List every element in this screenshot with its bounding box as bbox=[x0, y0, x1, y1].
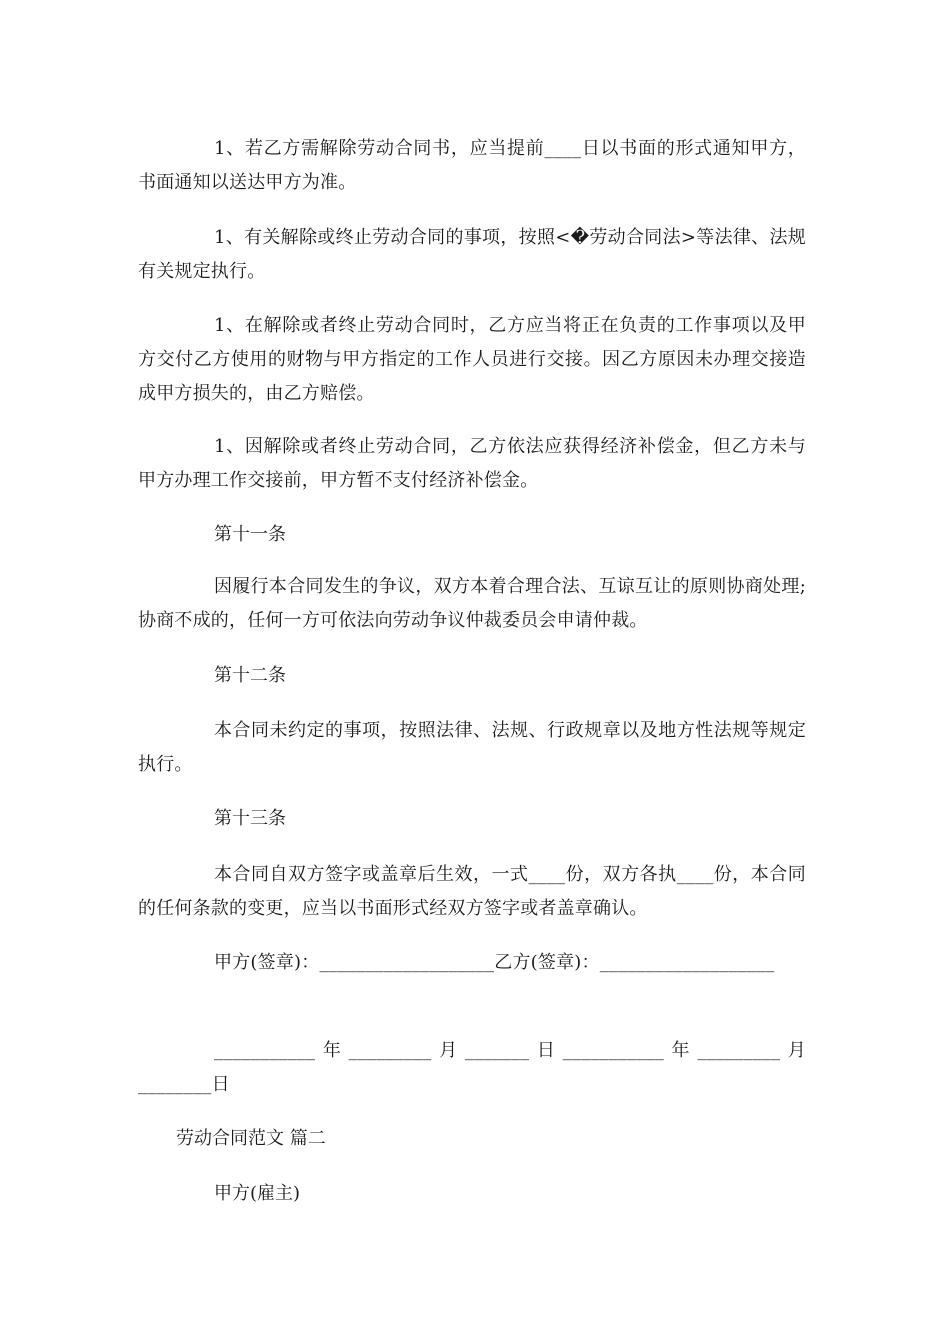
paragraph-handover: 1、在解除或者终止劳动合同时，乙方应当将正在负责的工作事项以及甲方交付乙方使用的财物与甲方指定的工作人员进行交接。因乙方原因未办理交接造成甲方损失的，由乙方赔偿。 bbox=[138, 315, 806, 404]
signature-line: 甲方(签章)：___________________乙方(签章)：___________________ bbox=[214, 952, 775, 973]
party-a-label: 甲方(雇主) bbox=[214, 1183, 301, 1204]
paragraph-notice-termination: 1、若乙方需解除劳动合同书，应当提前____日以书面的形式通知甲方，书面通知以送达甲方为准。 bbox=[138, 138, 806, 193]
article-12-body: 本合同未约定的事项，按照法律、法规、行政规章以及地方性法规等规定执行。 bbox=[138, 720, 806, 775]
paragraph-compensation: 1、因解除或者终止劳动合同，乙方依法应获得经济补偿金，但乙方未与甲方办理工作交接前，甲方暂不支付经济补偿金。 bbox=[138, 436, 806, 491]
date-line: ___________年_________月_______日___________年_________月________日 bbox=[138, 1040, 806, 1095]
article-11-heading: 第十一条 bbox=[214, 524, 286, 545]
paragraph-termination-law: 1、有关解除或终止劳动合同的事项，按照<�劳动合同法>等法律、法规有关规定执行。 bbox=[138, 227, 806, 282]
section-title: 劳动合同范文 篇二 bbox=[176, 1128, 326, 1149]
article-13-heading: 第十三条 bbox=[214, 808, 286, 829]
article-12-heading: 第十二条 bbox=[214, 665, 286, 686]
article-13-body: 本合同自双方签字或盖章后生效，一式____份，双方各执____份，本合同的任何条款的变更，应当以书面形式经双方签字或者盖章确认。 bbox=[138, 864, 806, 919]
article-11-body: 因履行本合同发生的争议，双方本着合理合法、互谅互让的原则协商处理;协商不成的，任何一方可依法向劳动争议仲裁委员会申请仲裁。 bbox=[138, 576, 806, 631]
